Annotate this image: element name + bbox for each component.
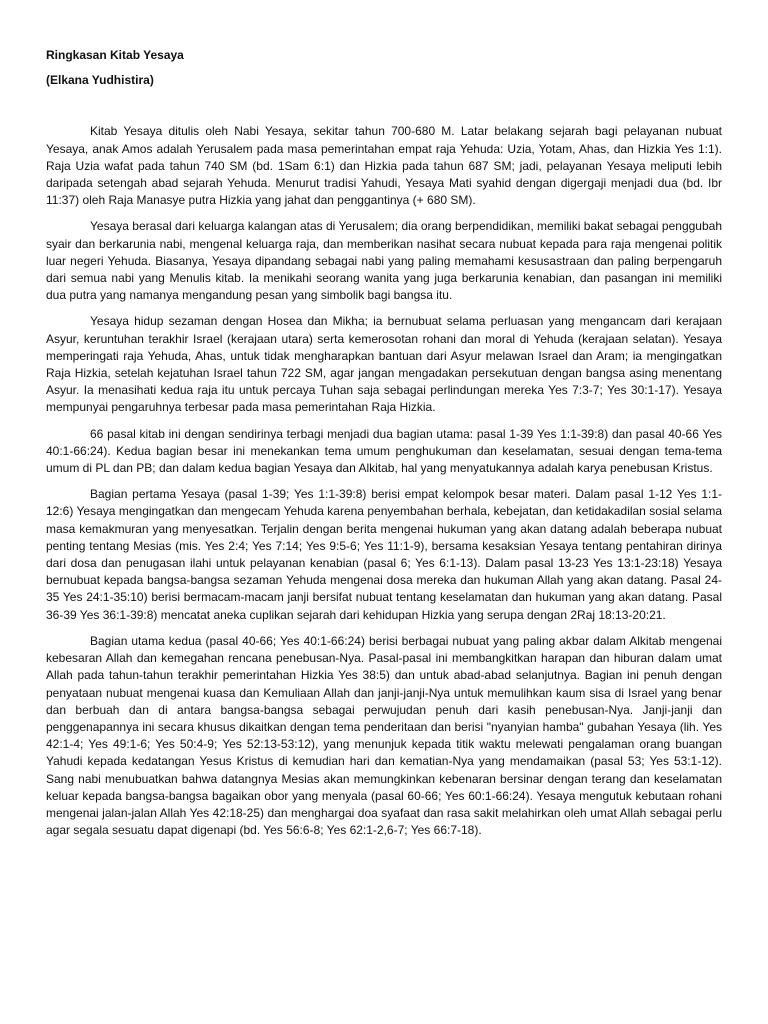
paragraph-1: Kitab Yesaya ditulis oleh Nabi Yesaya, sekitar tahun 700-680 M. Latar belakang sejarah bagi pelayanan nubuat Yesaya, anak Amos adalah Yerusalem pada masa pemerintahan empat raja Yehuda: Uzia, Yotam, Ahas, dan Hizkia Yes 1:1). Raja Uzia wafat pada tahun 740 SM (bd. 1Sam 6:1) dan Hizkia pada tahun 687 SM; jadi, pelayanan Yesaya meliputi lebih daripada setengah abad sejarah Yehuda. Menurut tradisi Yahudi, Yesaya Mati syahid dengan digergaji menjadi dua (bd. Ibr 11:37) oleh Raja Manasye putra Hizkia yang jahat dan penggantinya (+ 680 SM).: [46, 124, 722, 208]
paragraph-2: Yesaya berasal dari keluarga kalangan atas di Yerusalem; dia orang berpendidikan, memiliki bakat sebagai penggubah syair dan berkarunia nabi, mengenal keluarga raja, dan memberikan nasihat secara nubuat kepada para raja mengenai politik luar negeri Yehuda. Biasanya, Yesaya dipandang sebagai nabi yang paling memahami kesusastraan dan paling berpengaruh dari semua nabi yang Menulis kitab. Ia menikahi seorang wanita yang juga berkarunia kenabian, dan pasangan ini memiliki dua putra yang namanya mengandung pesan yang simbolik bagi bangsa itu.: [46, 219, 722, 303]
paragraph-4: 66 pasal kitab ini dengan sendirinya terbagi menjadi dua bagian utama: pasal 1-39 Yes 1:1-39:8) dan pasal 40-66 Yes 40:1-66:24). Kedua bagian besar ini menekankan tema umum penghukuman dan keselamatan, sesuai dengan tema-tema umum di PL dan PB; dan dalam kedua bagian Yesaya dan Alkitab, hal yang menyatukannya adalah karya penebusan Kristus.: [46, 426, 722, 476]
paragraph-6: Bagian utama kedua (pasal 40-66; Yes 40:1-66:24) berisi berbagai nubuat yang paling akbar dalam Alkitab mengenai kebesaran Allah dan kemegahan rencana penebusan-Nya. Pasal-pasal ini membangkitkan harapan dan hiburan dalam umat Allah pada tahun-tahun terakhir pemerintahan Hizkia Yes 38:5) dan untuk abad-abad selanjutnya. Bagian ini penuh dengan penyataan nubuat mengenai kuasa dan Kemuliaan Allah dan janji-janji-Nya untuk memulihkan kaum sisa di Israel yang benar dan berbuah dan di antara bangsa-bangsa sebagai perwujudan penuh dari kasih penebusan-Nya. Janji-janji dan penggenapannya ini secara khusus dikaitkan dengan tema penderitaan dan berisi "nyanyian hamba" gubahan Yesaya (lih. Yes 42:1-4; Yes 49:1-6; Yes 50:4-9; Yes 52:13-53:12), yang menunjuk kepada titik waktu melewati pengalaman orang buangan Yahudi kepada kedatangan Yesus Kristus di kemudian hari dan kematian-Nya yang mendamaikan (pasal 53; Yes 53:1-12). Sang nabi menubuatkan bahwa datangnya Mesias akan memungkinkan kebenaran bersinar dengan terang dan keselamatan keluar kepada bangsa-bangsa bagaikan obor yang menyala (pasal 60-66; Yes 60:1-66:24). Yesaya mengutuk kebutaan rohani mengenai jalan-jalan Allah Yes 42:18-25) dan menghargai doa syafaat dan rasa sakit melahirkan oleh umat Allah sebagai perlu agar segala sesuatu dapat digenapi (bd. Yes 56:6-8; Yes 62:1-2,6-7; Yes 66:7-18).: [46, 633, 722, 838]
document-author: (Elkana Yudhistira): [46, 73, 154, 88]
paragraph-3: Yesaya hidup sezaman dengan Hosea dan Mikha; ia bernubuat selama perluasan yang mengancam dari kerajaan Asyur, keruntuhan terakhir Israel (kerajaan utara) serta kemerosotan rohani dan moral di Yehuda (kerajaan selatan). Yesaya memperingati raja Yehuda, Ahas, untuk tidak mengharapkan bantuan dari Asyur melawan Israel dan Aram; ia mengingatkan Raja Hizkia, setelah kejatuhan Israel tahun 722 SM, agar jangan mengadakan persekutuan dengan bangsa asing menentang Asyur. Ia menasihati kedua raja itu untuk percaya Tuhan saja sebagai perlindungan mereka Yes 7:3-7; Yes 30:1-17). Yesaya mempunyai pengaruhnya terbesar pada masa pemerintahan Raja Hizkia.: [46, 314, 722, 415]
paragraph-5: Bagian pertama Yesaya (pasal 1-39; Yes 1:1-39:8) berisi empat kelompok besar materi. Dalam pasal 1-12 Yes 1:1-12:6) Yesaya mengingatkan dan mengecam Yehuda karena penyembahan berhala, kebejatan, dan ketidakadilan sosial selama masa kemakmuran yang menyesatkan. Terjalin dengan berita mengenai hukuman yang akan datang adalah beberapa nubuat penting tentang Mesias (mis. Yes 2:4; Yes 7:14; Yes 9:5-6; Yes 11:1-9), bersama kesaksian Yesaya tentang pentahiran dirinya dari dosa dan penugasan ilahi untuk pelayanan kenabian (pasal 6; Yes 6:1-13). Dalam pasal 13-23 Yes 13:1-23:18) Yesaya bernubuat kepada bangsa-bangsa sezaman Yehuda mengenai dosa mereka dan hukuman Allah yang akan datang. Pasal 24-35 Yes 24:1-35:10) berisi bermacam-macam janji bersifat nubuat tentang keselamatan dan hukuman yang akan datang. Pasal 36-39 Yes 36:1-39:8) mencatat aneka cuplikan sejarah dari kehidupan Hizkia yang serupa dengan 2Raj 18:13-20:21.: [46, 487, 722, 622]
document-title: Ringkasan Kitab Yesaya: [46, 48, 184, 62]
document-page: [46, 47, 722, 848]
